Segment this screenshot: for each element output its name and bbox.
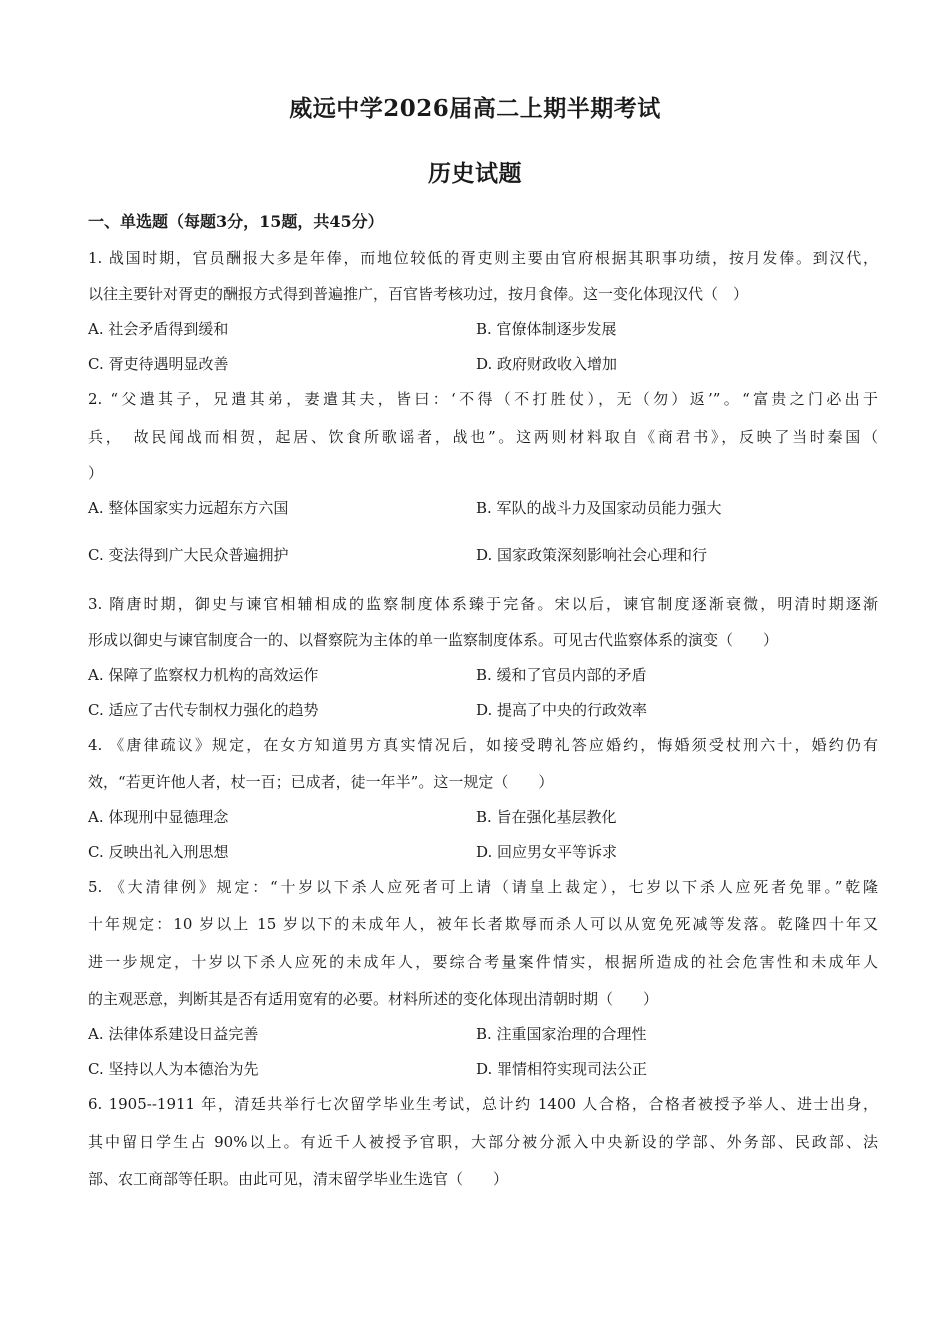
section-heading: 一、单选题（每题3分，15题，共45分） [88,212,384,231]
question-1-option-d: D. 政府财政收入增加 [476,355,618,373]
question-3-line-1: 3. 隋唐时期，御史与谏官相辅相成的监察制度体系臻于完备。宋以后，谏官制度逐渐衰微，明清时期逐渐 [88,595,878,613]
question-6-line-1: 6. 1905--1911 年，清廷共举行七次留学毕业生考试，总计约 1400 人合格，合格者被授予举人、进士出身， [88,1095,878,1113]
question-2-line-2: 兵， 故民闻战而相贺，起居、饮食所歌谣者，战也”。这两则材料取自《商君书》，反映了当时秦国（ [88,428,878,446]
question-3-option-d: D. 提高了中央的行政效率 [476,701,648,719]
question-1-option-c: C. 胥吏待遇明显改善 [88,355,229,373]
question-4-line-1: 4. 《唐律疏议》规定，在女方知道男方真实情况后，如接受聘礼答应婚约，悔婚须受杖刑六十，婚约仍有 [88,736,878,754]
question-5-line-2: 十年规定：10 岁以上 15 岁以下的未成年人，被年长者欺辱而杀人可以从宽免死减等发落。乾隆四十年又 [88,915,878,933]
question-5-option-a: A. 法律体系建设日益完善 [88,1025,259,1043]
question-4-option-b: B. 旨在强化基层教化 [476,808,617,826]
question-4-option-c: C. 反映出礼入刑思想 [88,843,229,861]
question-2-line-1: 2. “父遣其子，兄遣其弟，妻遣其夫，皆曰：‘不得（不打胜仗），无（勿）返’”。“富贵之门必出于 [88,390,878,408]
question-3-option-c: C. 适应了古代专制权力强化的趋势 [88,701,319,719]
question-4-option-d: D. 回应男女平等诉求 [476,843,618,861]
question-2-option-b: B. 军队的战斗力及国家动员能力强大 [476,499,722,517]
question-5-option-d: D. 罪情相符实现司法公正 [476,1060,648,1078]
question-2-line-3: ） [88,464,104,482]
exam-title: 威远中学2026届高二上期半期考试 [289,95,661,122]
question-6-line-3: 部、农工商部等任职。由此可见，清末留学毕业生选官（ ） [88,1170,509,1188]
question-4-line-2: 效，“若更许他人者，杖一百；已成者，徒一年半”。这一规定（ ） [88,773,554,791]
question-1-line-1: 1. 战国时期，官员酬报大多是年俸，而地位较低的胥吏则主要由官府根据其职事功绩，按月发俸。到汉代， [88,249,878,267]
question-4-option-a: A. 体现刑中显德理念 [88,808,229,826]
question-2-option-a: A. 整体国家实力远超东方六国 [88,499,289,517]
question-5-line-4: 的主观恶意，判断其是否有适用宽宥的必要。材料所述的变化体现出清朝时期（ ） [88,990,659,1008]
question-5-line-1: 5. 《大清律例》规定：“十岁以下杀人应死者可上请（请皇上裁定），七岁以下杀人应死者免罪。”乾隆 [88,878,878,896]
question-5-option-b: B. 注重国家治理的合理性 [476,1025,647,1043]
question-5-option-c: C. 坚持以人为本德治为先 [88,1060,259,1078]
question-5-line-3: 进一步规定，十岁以下杀人应死的未成年人，要综合考量案件情实，根据所造成的社会危害性和未成年人 [88,953,878,971]
question-3-option-a: A. 保障了监察权力机构的高效运作 [88,666,319,684]
question-3-line-2: 形成以御史与谏官制度合一的、以督察院为主体的单一监察制度体系。可见古代监察体系的演变（ ） [88,631,779,649]
question-2-option-c: C. 变法得到广大民众普遍拥护 [88,546,289,564]
question-1-line-2: 以往主要针对胥吏的酬报方式得到普遍推广，百官皆考核功过，按月食俸。这一变化体现汉代（ ） [88,285,749,303]
subject-title: 历史试题 [428,160,522,187]
question-3-option-b: B. 缓和了官员内部的矛盾 [476,666,647,684]
question-1-option-a: A. 社会矛盾得到缓和 [88,320,229,338]
question-2-option-d: D. 国家政策深刻影响社会心理和行 [476,546,708,564]
question-1-option-b: B. 官僚体制逐步发展 [476,320,617,338]
question-6-line-2: 其中留日学生占 90%以上。有近千人被授予官职，大部分被分派入中央新设的学部、外务部、民政部、法 [88,1133,878,1151]
